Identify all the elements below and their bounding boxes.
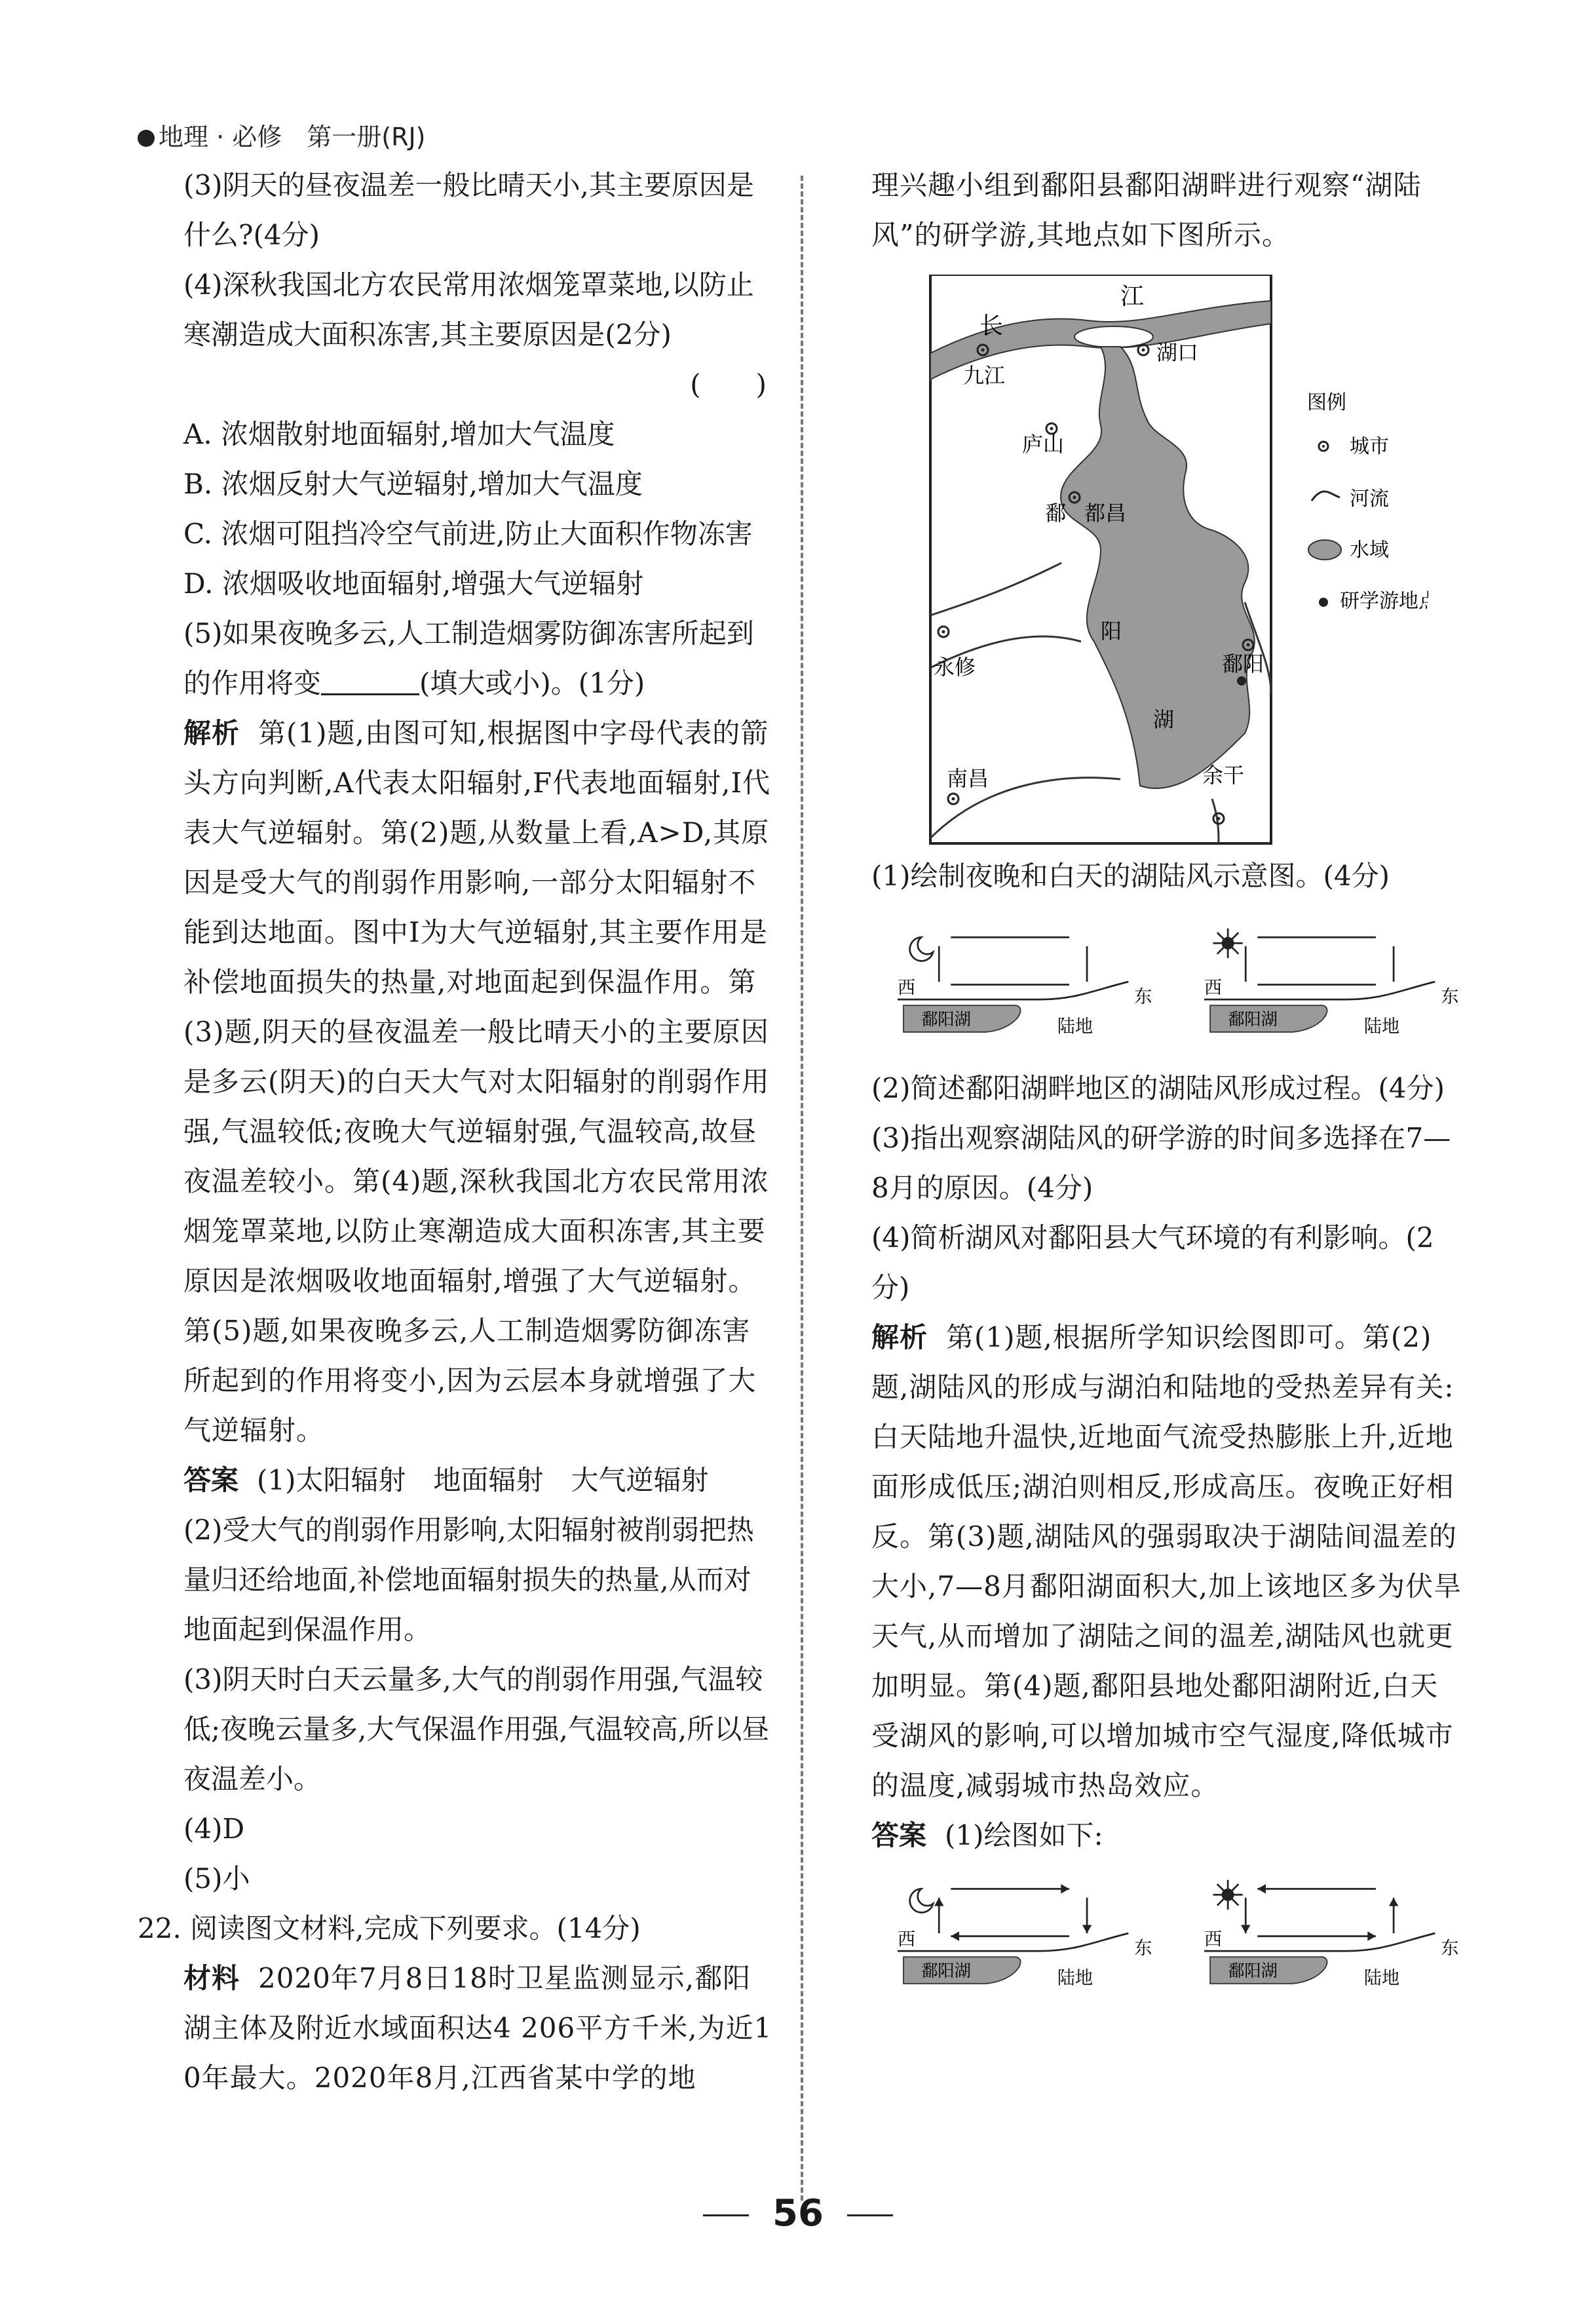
- legend-title: 图例: [1307, 391, 1346, 414]
- east-label: 东: [1440, 986, 1458, 1007]
- west-label: 西: [898, 1929, 916, 1950]
- moon-icon: [910, 937, 934, 961]
- legend-city: 城市: [1350, 435, 1389, 458]
- analysis-label: 解析: [183, 717, 240, 749]
- west-label: 西: [1204, 1929, 1222, 1950]
- map-label: 南昌: [947, 766, 989, 791]
- answer-2: (2)受大气的削弱作用影响,太阳辐射被削弱把热量归还给地面,补偿地面辐射损失的热量,从而对地面起到保温作用。: [183, 1514, 754, 1646]
- left-column: [138, 161, 773, 2103]
- page-footer: [0, 2192, 1596, 2235]
- question-5-tail: (填大或小)。(1分): [419, 667, 645, 699]
- land-label: 陆地: [1363, 1016, 1399, 1037]
- bullet-icon: [138, 130, 155, 147]
- option-c: C. 浓烟可阻挡冷空气前进,防止大面积作物冻害: [183, 518, 753, 550]
- moon-icon: [910, 1889, 934, 1912]
- analysis-paragraph: [183, 708, 773, 1456]
- west-label: 西: [1204, 978, 1222, 999]
- east-label: 东: [1440, 1938, 1458, 1959]
- answer-label: 答案: [871, 1819, 927, 1851]
- option-d: D. 浓烟吸收地面辐射,增强大气逆辐射: [183, 568, 644, 600]
- analysis-paragraph: [871, 1313, 1464, 1811]
- footer-dash: [847, 2214, 893, 2216]
- east-label: 东: [1134, 986, 1152, 1007]
- question-4: (4)简析湖风对鄱阳县大气环境的有利影响。(2分): [871, 1222, 1434, 1303]
- map-label: 江: [1120, 283, 1145, 310]
- river-icon: [1312, 492, 1340, 501]
- answer-3: (3)阴天时白天云量多,大气的削弱作用强,气温较低;夜晚云量多,大气保温作用强,气温较高,所以昼夜温差小。: [183, 1663, 770, 1795]
- analysis-text: 第(1)题,根据所学知识绘图即可。第(2)题,湖陆风的形成与湖泊和陆地的受热差异有关:白天陆地升温快,近地面气流受热膨胀上升,近地面形成低压;湖泊则相反,形成高压。夜晚正好相反。第(3)题,湖陆风的强弱取决于湖陆间温差的大小,7—8月鄱阳湖面积大,加上该地区多为伏旱天气,从而增加了湖陆之间的温差,湖陆风也就更加明显。第(4)题,鄱阳县地处鄱阳湖附近,白天受湖风的影响,可以增加城市空气湿度,降低城市的温度,减弱城市热岛效应。: [871, 1321, 1462, 1802]
- answer-1: [183, 1456, 773, 1505]
- legend-river: 河流: [1350, 488, 1389, 511]
- column-divider: [801, 176, 803, 2201]
- footer-dash: [703, 2214, 749, 2216]
- legend-water: 水域: [1350, 539, 1389, 562]
- page-header: [138, 117, 426, 153]
- lake-label: 鄱阳湖: [921, 1009, 971, 1029]
- map-label: 永修: [934, 655, 976, 680]
- day-diagram-answer: [1204, 1864, 1465, 2002]
- map-label: 湖口: [1156, 340, 1199, 365]
- answer-4: (4)D: [183, 1813, 245, 1845]
- day-diagram-blank: [1204, 913, 1465, 1051]
- lake-label: 鄱阳湖: [1227, 1009, 1278, 1029]
- material-paragraph: [183, 1954, 773, 2103]
- map-label: 鄱阳: [1222, 651, 1264, 676]
- legend-site: 研学游地点: [1340, 590, 1428, 613]
- right-column: [871, 161, 1464, 2015]
- question-5-text: (5)如果夜晚多云,人工制造烟雾防御冻害所起到的作用将变: [183, 617, 754, 699]
- blank-diagrams: [898, 913, 1464, 1051]
- material-continued: 理兴趣小组到鄱阳县鄱阳湖畔进行观察“湖陆风”的研学游,其地点如下图所示。: [871, 169, 1422, 251]
- map-legend: [1307, 391, 1428, 613]
- answer-diagrams: [898, 1864, 1464, 2002]
- question-3: (3)指出观察湖陆风的研学游的时间多选择在7—8月的原因。(4分): [871, 1122, 1451, 1204]
- question-22: 22. 阅读图文材料,完成下列要求。(14分): [138, 1912, 641, 1944]
- map-label: 庐山: [1022, 432, 1065, 457]
- map-label: 九江: [963, 363, 1006, 388]
- map-label: 都昌: [1084, 501, 1127, 526]
- question-3: (3)阴天的昼夜温差一般比晴天小,其主要原因是什么?(4分): [183, 169, 754, 251]
- option-b: B. 浓烟反射大气逆辐射,增加大气温度: [183, 468, 643, 500]
- material-text: 2020年7月8日18时卫星监测显示,鄱阳湖主体及附近水域面积达4 206平方千米,为近10年最大。2020年8月,江西省某中学的地: [183, 1962, 772, 2094]
- land-label: 陆地: [1057, 1967, 1093, 1988]
- study-site-marker: [1237, 676, 1246, 685]
- analysis-label: 解析: [871, 1321, 928, 1353]
- map-label: 长: [979, 313, 1004, 339]
- water-icon: [1308, 540, 1341, 560]
- east-label: 东: [1134, 1938, 1152, 1959]
- page-number: 56: [772, 2192, 824, 2235]
- map-label: 阳: [1101, 619, 1122, 644]
- question-1: (1)绘制夜晚和白天的湖陆风示意图。(4分): [871, 860, 1390, 892]
- land-label: 陆地: [1363, 1967, 1399, 1988]
- lake-label: 鄱阳湖: [921, 1961, 971, 1980]
- question-2: (2)简述鄱阳湖畔地区的湖陆风形成过程。(4分): [871, 1072, 1445, 1104]
- night-diagram-blank: [898, 913, 1158, 1051]
- answer-1-text: (1)绘图如下:: [945, 1819, 1103, 1851]
- analysis-text: 第(1)题,由图可知,根据图中字母代表的箭头方向判断,A代表太阳辐射,F代表地面辐射,I代表大气逆辐射。第(2)题,从数量上看,A>D,其原因是受大气的削弱作用影响,一部分太阳辐射不能到达地面。图中I为大气逆辐射,其主要作用是补偿地面损失的热量,对地面起到保温作用。第(3)题,阴天的昼夜温差一般比晴天小的主要原因是多云(阴天)的白天大气对太阳辐射的削弱作用强,气温较低;夜晚大气逆辐射强,气温较高,故昼夜温差较小。第(4)题,深秋我国北方农民常用浓烟笼罩菜地,以防止寒潮造成大面积冻害,其主要原因是浓烟吸收地面辐射,增强了大气逆辐射。第(5)题,如果夜晚多云,人工制造烟雾防御冻害所起到的作用将变小,因为云层本身就增强了大气逆辐射。: [183, 717, 771, 1446]
- map-label: 余干: [1202, 763, 1245, 788]
- map-svg: [904, 275, 1428, 845]
- sun-icon: [1213, 929, 1242, 958]
- answer-1-text: (1)太阳辐射 地面辐射 大气逆辐射: [257, 1464, 709, 1496]
- material-label: 材料: [183, 1962, 240, 1994]
- site-icon: [1319, 598, 1328, 607]
- answer-1: [871, 1811, 1464, 1861]
- night-diagram-answer: [898, 1864, 1158, 2002]
- header-text: 地理 · 必修 第一册(RJ): [159, 123, 426, 151]
- answer-label: 答案: [183, 1464, 239, 1496]
- question-5: [183, 609, 773, 708]
- west-label: 西: [898, 978, 916, 999]
- question-4: (4)深秋我国北方农民常用浓烟笼罩菜地,以防止寒潮造成大面积冻害,其主要原因是(2分): [183, 269, 754, 351]
- option-a: A. 浓烟散射地面辐射,增加大气温度: [183, 418, 615, 450]
- answer-5: (5)小: [183, 1862, 250, 1895]
- poyang-lake-map: [904, 275, 1428, 845]
- answer-paren: ( ): [690, 368, 767, 400]
- map-label: 鄱: [1045, 501, 1067, 526]
- fill-blank: [321, 670, 419, 695]
- land-label: 陆地: [1057, 1016, 1093, 1037]
- lake-label: 鄱阳湖: [1227, 1961, 1278, 1980]
- map-label: 湖: [1153, 707, 1175, 732]
- sun-icon: [1213, 1880, 1242, 1910]
